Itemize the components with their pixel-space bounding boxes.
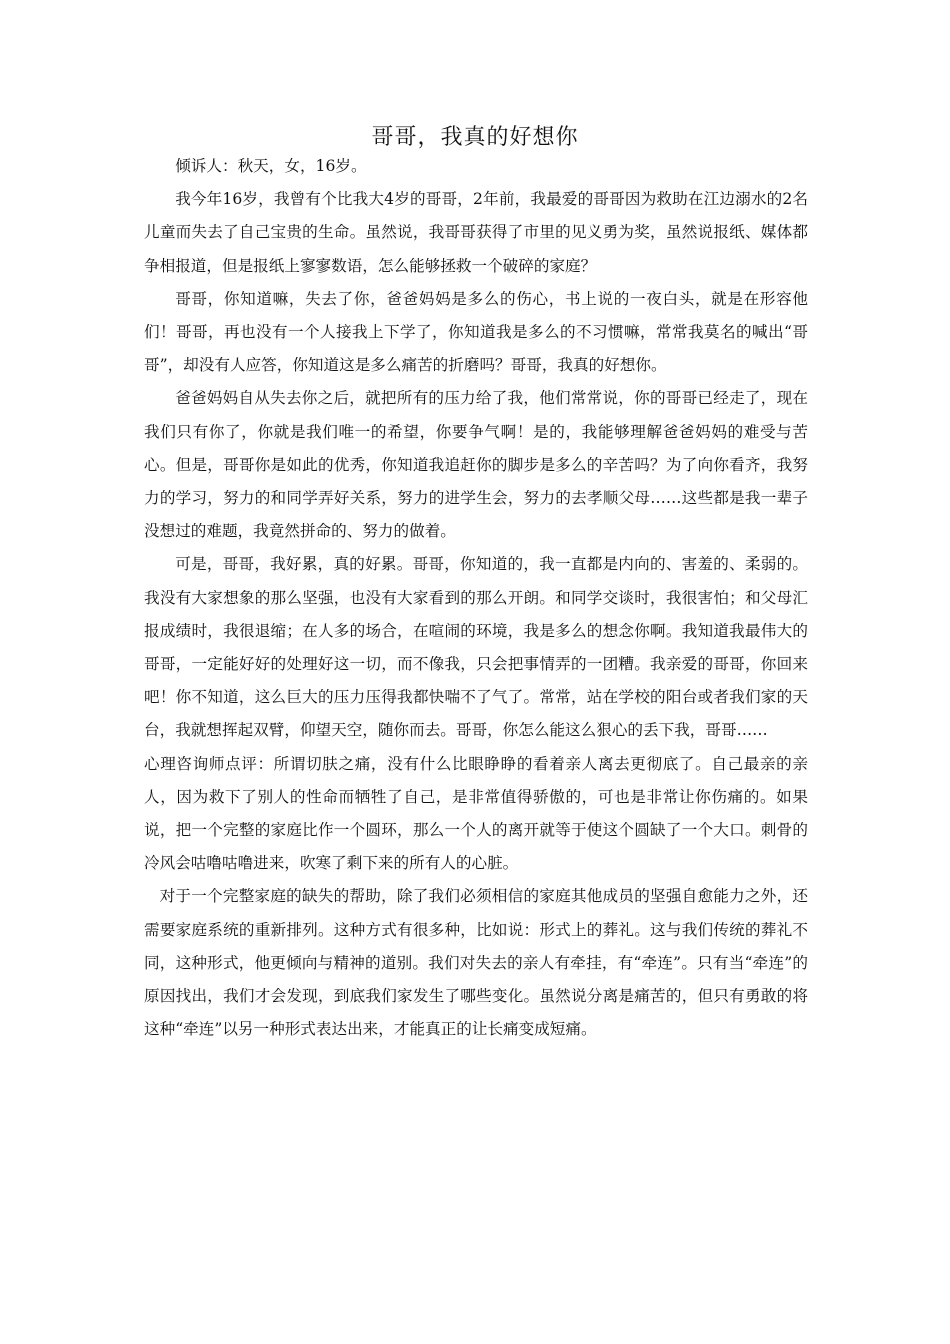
document-title: 哥哥，我真的好想你 xyxy=(371,125,579,150)
paragraph-missing-brother: 哥哥，你知道嘛，失去了你，爸爸妈妈是多么的伤心，书上说的一夜白头，就是在形容他们！哥哥，再也没有一个人接我上下学了，你知道我是多么的不习惯嘛，常常我莫名的喊出“哥哥”，却没有人应答，你知道这是多么痛苦的折磨吗？哥哥，我真的好想你。 xyxy=(144,289,808,375)
paragraph-tired: 可是，哥哥，我好累，真的好累。哥哥，你知道的，我一直都是内向的、害羞的、柔弱的。我没有大家想象的那么坚强，也没有大家看到的那么开朗。和同学交谈时，我很害怕；和父母汇报成绩时，我很退缩；在人多的场合，在喧闹的环境，我是多么的想念你啊。我知道我最伟大的哥哥，一定能好好的处理好这一切，而不像我，只会把事情弄的一团糟。我亲爱的哥哥，你回来吧！你不知道，这么巨大的压力压得我都快喘不了气了。常常，站在学校的阳台或者我们家的天台，我就想挥起双臂，仰望天空，随你而去。哥哥，你怎么能这么狠心的丢下我，哥哥…… xyxy=(144,555,808,740)
paragraph-family-support: 对于一个完整家庭的缺失的帮助，除了我们必须相信的家庭其他成员的坚强自愈能力之外，还需要家庭系统的重新排列。这种方式有很多种，比如说：形式上的葬礼。这与我们传统的葬礼不同，这种形式，他更倾向与精神的道别。我们对失去的亲人有牵挂，有“牵连”。只有当“牵连”的原因找出，我们才会发现，到底我们家发生了哪些变化。虽然说分离是痛苦的，但只有勇敢的将这种“牵连”以另一种形式表达出来，才能真正的让长痛变成短痛。 xyxy=(144,887,808,1039)
document-body xyxy=(144,150,808,1046)
paragraph-parents-pressure: 爸爸妈妈自从失去你之后，就把所有的压力给了我，他们常常说，你的哥哥已经走了，现在我们只有你了，你就是我们唯一的希望，你要争气啊！是的，我能够理解爸爸妈妈的难受与苦心。但是，哥哥你是如此的优秀，你知道我追赶你的脚步是多么的辛苦吗？为了向你看齐，我努力的学习，努力的和同学弄好关系，努力的进学生会，努力的去孝顺父母……这些都是我一辈子没想过的难题，我竟然拼命的、努力的做着。 xyxy=(144,389,808,541)
paragraph-counselor-comment: 心理咨询师点评：所谓切肤之痛，没有什么比眼睁睁的看着亲人离去更彻底了。自己最亲的亲人，因为救下了别人的性命而牺牲了自己，是非常值得骄傲的，可也是非常让你伤痛的。如果说，把一个完整的家庭比作一个圆环，那么一个人的离开就等于使这个圆缺了一个大口。刺骨的冷风会咕噜咕噜进来，吹寒了剩下来的所有人的心脏。 xyxy=(144,754,808,873)
paragraph-intro: 我今年16岁，我曾有个比我大4岁的哥哥，2年前，我最爱的哥哥因为救助在江边溺水的2名儿童而失去了自己宝贵的生命。虽然说，我哥哥获得了市里的见义勇为奖，虽然说报纸、媒体都争相报道，但是报纸上寥寥数语，怎么能够拯救一个破碎的家庭？ xyxy=(144,190,808,275)
narrator-line: 倾诉人：秋天，女，16岁。 xyxy=(175,157,367,175)
